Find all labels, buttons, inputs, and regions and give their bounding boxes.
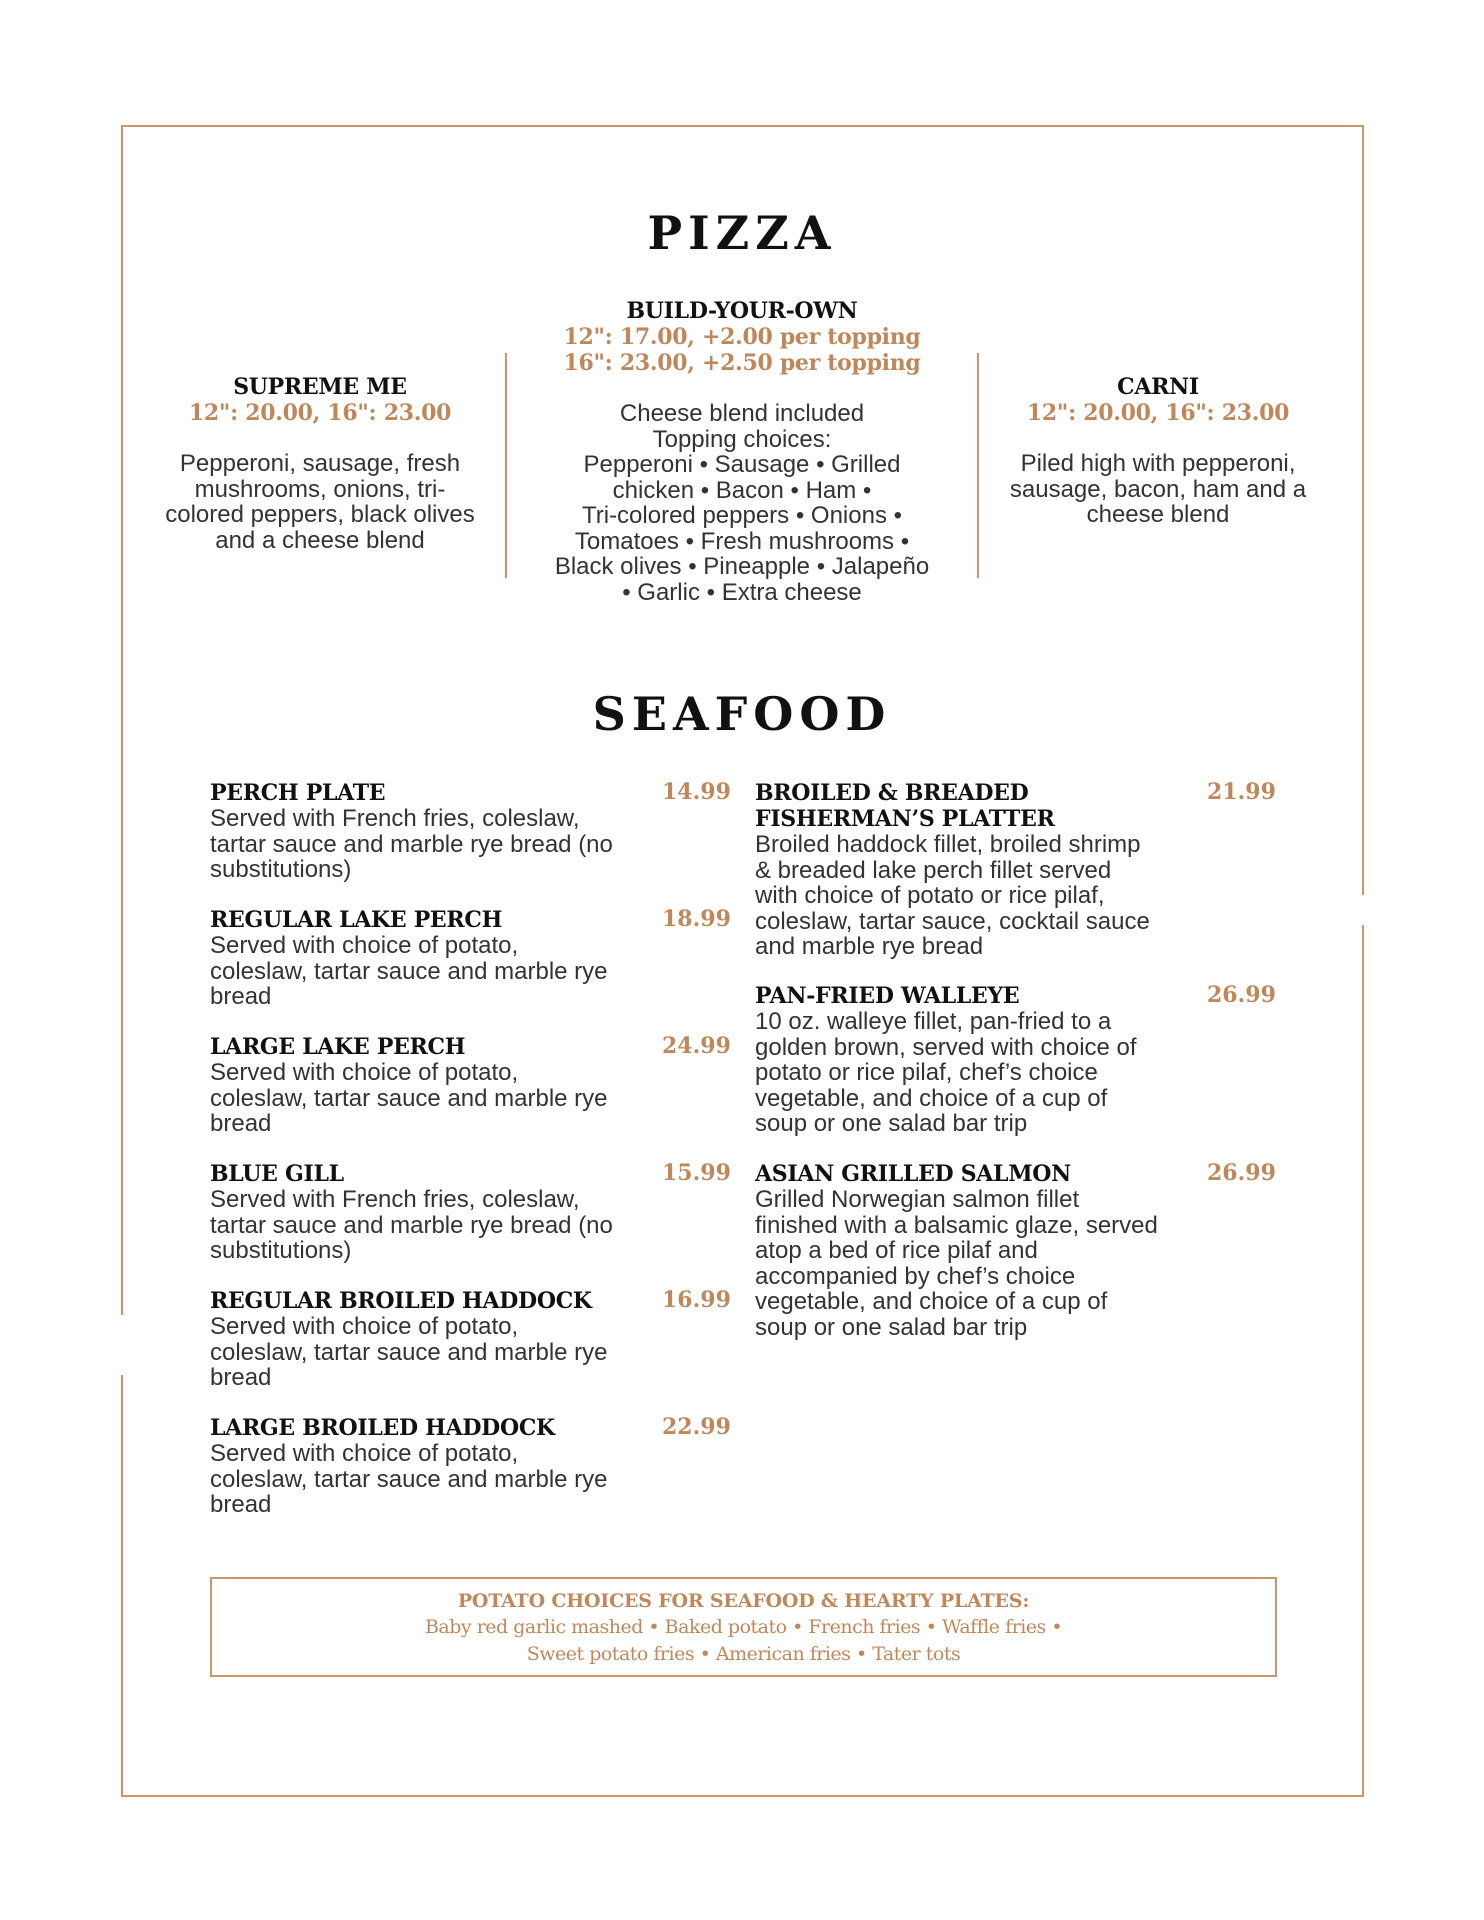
desc-line: bread [210, 1110, 272, 1137]
menu-item-regular-lake-perch [210, 907, 660, 1010]
desc-line: colored peppers, black olives [165, 501, 475, 528]
name-line: FISHERMAN’S PLATTER [755, 806, 1055, 832]
frame-gap-right [1360, 895, 1366, 925]
desc-line: bread [210, 983, 272, 1010]
item-description [755, 1009, 1195, 1137]
pizza-description [988, 451, 1328, 528]
item-price: 26.99 [1207, 1160, 1276, 1186]
pizza-name: SUPREME ME [233, 374, 407, 400]
desc-line: coleslaw, tartar sauce and marble rye [210, 1338, 608, 1366]
desc-line: vegetable, and choice of a cup of [755, 1084, 1108, 1112]
pizza-divider-right [977, 353, 979, 578]
menu-item-large-broiled-haddock [210, 1415, 660, 1518]
desc-line: Served with choice of potato, [210, 932, 519, 959]
desc-line: Served with choice of potato, [210, 1059, 519, 1086]
menu-item-blue-gill [210, 1161, 660, 1264]
pizza-price: 12": 20.00, 16": 23.00 [188, 400, 452, 426]
desc-line: Pepperoni, sausage, fresh [179, 450, 461, 477]
desc-line: soup or one salad bar trip [755, 1313, 1028, 1341]
menu-item-pan-fried-walleye [755, 983, 1195, 1137]
desc-line: & breaded lake perch fillet served [755, 856, 1112, 884]
pizza-description [522, 401, 962, 605]
pizza-price-12: 12": 17.00, +2.00 per topping [563, 324, 921, 350]
desc-line: vegetable, and choice of a cup of [755, 1288, 1108, 1315]
item-price: 15.99 [662, 1160, 731, 1186]
desc-line: chicken • Bacon • Ham • [612, 476, 872, 504]
desc-line: • Garlic • Extra cheese [622, 578, 862, 606]
desc-line: finished with a balsamic glaze, served [755, 1211, 1158, 1239]
item-name: PERCH PLATE [210, 780, 386, 806]
desc-line: Broiled haddock fillet, broiled shrimp [755, 831, 1141, 858]
desc-line: 10 oz. walleye fillet, pan-fried to a [755, 1008, 1112, 1035]
pizza-supreme [140, 374, 500, 553]
pizza-price: 12": 20.00, 16": 23.00 [1026, 400, 1290, 426]
desc-line: substitutions) [210, 856, 352, 883]
name-line: BROILED & BREADED [755, 780, 1029, 806]
desc-line: mushrooms, onions, tri- [194, 475, 446, 503]
item-name: REGULAR LAKE PERCH [210, 907, 503, 933]
desc-line: Served with choice of potato, [210, 1313, 519, 1340]
desc-line: and a cheese blend [215, 526, 425, 554]
desc-line: soup or one salad bar trip [755, 1110, 1028, 1137]
item-price: 22.99 [662, 1414, 731, 1440]
desc-line: and marble rye bread [755, 933, 984, 960]
frame-gap-left [119, 1315, 125, 1375]
seafood-heading: SEAFOOD [592, 687, 892, 741]
pizza-build-your-own [522, 298, 962, 605]
potato-choices-title: POTATO CHOICES FOR SEAFOOD & HEARTY PLATES: [457, 1590, 1030, 1612]
desc-line: with choice of potato or rice pilaf, [755, 882, 1105, 909]
item-description [210, 806, 660, 883]
item-name: PAN-FRIED WALLEYE [755, 983, 1020, 1009]
menu-item-perch-plate [210, 780, 660, 883]
item-name: BLUE GILL [210, 1161, 344, 1187]
item-price: 24.99 [662, 1033, 731, 1059]
item-description [755, 832, 1195, 960]
item-price: 14.99 [662, 779, 731, 805]
item-price: 26.99 [1207, 982, 1276, 1008]
desc-line: sausage, bacon, ham and a [1009, 475, 1307, 503]
item-description [210, 1441, 660, 1518]
desc-line: bread [210, 1364, 272, 1391]
potato-choices-line: Baby red garlic mashed • Baked potato • French fries • Waffle fries • [424, 1616, 1063, 1638]
desc-line: coleslaw, tartar sauce and marble rye [210, 957, 608, 985]
pizza-description [140, 451, 500, 553]
pizza-name: BUILD-YOUR-OWN [626, 298, 858, 324]
desc-line: Grilled Norwegian salmon fillet [755, 1186, 1080, 1213]
desc-line: Tri-colored peppers • Onions • [581, 502, 903, 529]
item-name: LARGE LAKE PERCH [210, 1034, 466, 1060]
desc-line: tartar sauce and marble rye bread (no [210, 1211, 613, 1239]
desc-line: Served with French fries, coleslaw, [210, 805, 580, 832]
menu-item-regular-broiled-haddock [210, 1288, 660, 1391]
item-price: 18.99 [662, 906, 731, 932]
item-price: 21.99 [1207, 779, 1276, 805]
menu-item-asian-grilled-salmon [755, 1161, 1195, 1340]
desc-line: accompanied by chef’s choice [755, 1262, 1076, 1290]
desc-line: Served with French fries, coleslaw, [210, 1186, 580, 1213]
desc-line: substitutions) [210, 1237, 352, 1264]
desc-line: tartar sauce and marble rye bread (no [210, 830, 613, 858]
desc-line: atop a bed of rice pilaf and [755, 1237, 1038, 1264]
desc-line: coleslaw, tartar sauce and marble rye [210, 1084, 608, 1112]
item-description [755, 1187, 1195, 1340]
pizza-price-16: 16": 23.00, +2.50 per topping [563, 350, 921, 376]
pizza-carni [988, 374, 1328, 528]
desc-line: Cheese blend included [619, 400, 865, 427]
potato-choices-line: Sweet potato fries • American fries • Tater tots [526, 1643, 961, 1665]
pizza-name: CARNI [1117, 374, 1199, 400]
desc-line: golden brown, served with choice of [755, 1033, 1137, 1061]
desc-line: coleslaw, tartar sauce, cocktail sauce [755, 907, 1150, 935]
desc-line: Pepperoni • Sausage • Grilled [583, 451, 901, 478]
desc-line: Tomatoes • Fresh mushrooms • [574, 527, 910, 555]
desc-line: Black olives • Pineapple • Jalapeño [554, 553, 930, 580]
item-description [210, 933, 660, 1010]
desc-line: Topping choices: [652, 425, 832, 453]
menu-item-fishermans-platter [755, 780, 1195, 960]
item-name: ASIAN GRILLED SALMON [755, 1161, 1071, 1187]
desc-line: bread [210, 1491, 272, 1518]
pizza-heading: PIZZA [647, 206, 837, 260]
item-description [210, 1187, 660, 1264]
desc-line: coleslaw, tartar sauce and marble rye [210, 1465, 608, 1493]
item-price: 16.99 [662, 1287, 731, 1313]
desc-line: potato or rice pilaf, chef’s choice [755, 1059, 1098, 1086]
item-name [755, 780, 1195, 832]
desc-line: Served with choice of potato, [210, 1440, 519, 1467]
potato-choices-box [210, 1577, 1277, 1677]
item-name: REGULAR BROILED HADDOCK [210, 1288, 592, 1314]
menu-item-large-lake-perch [210, 1034, 660, 1137]
item-description [210, 1314, 660, 1391]
item-description [210, 1060, 660, 1137]
item-name: LARGE BROILED HADDOCK [210, 1415, 555, 1441]
desc-line: Piled high with pepperoni, [1020, 450, 1296, 477]
pizza-divider-left [505, 353, 507, 578]
desc-line: cheese blend [1086, 501, 1230, 528]
